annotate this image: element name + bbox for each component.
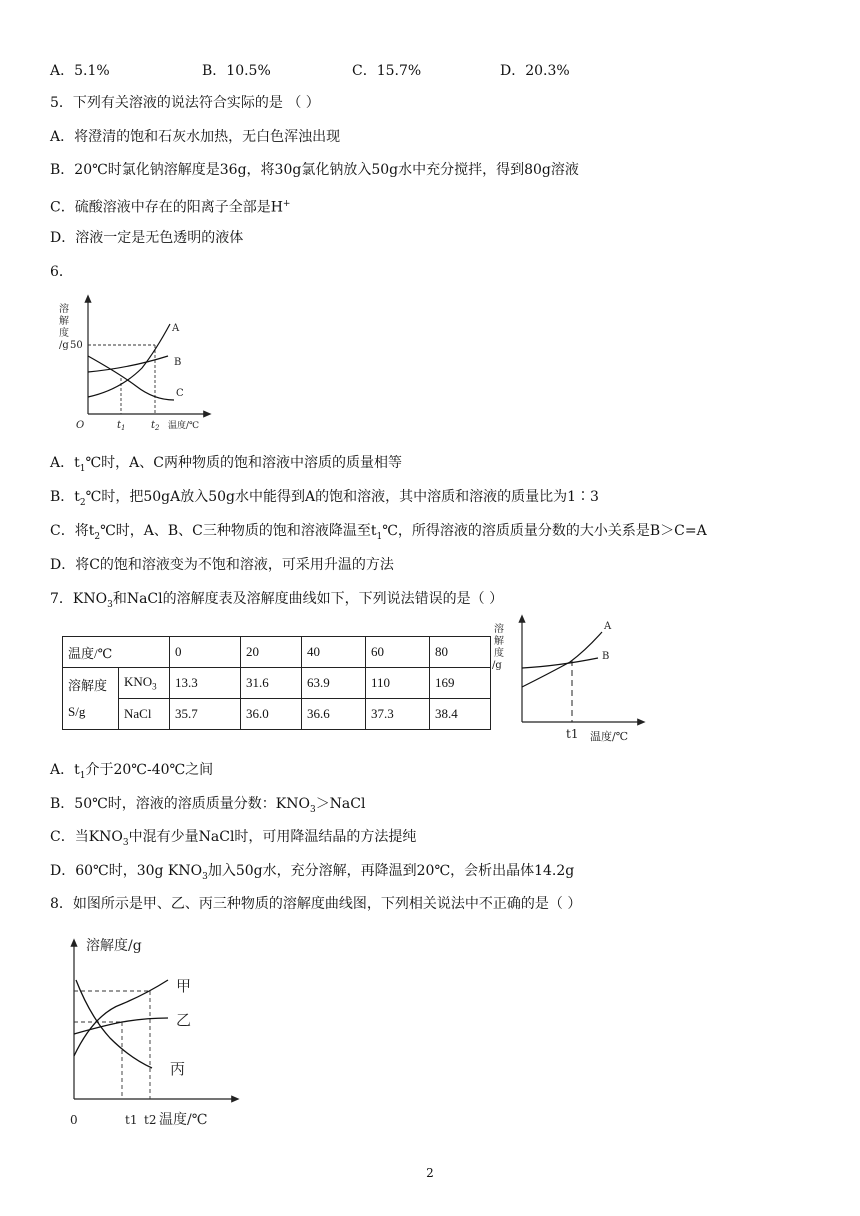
q7-kno3-20: 31.6	[241, 668, 302, 699]
q7-temp-20: 20	[241, 637, 302, 668]
q7-temp-60: 60	[366, 637, 430, 668]
q8-stem: 8．如图所示是甲、乙、丙三种物质的溶解度曲线图，下列相关说法中不正确的是（ ）	[50, 896, 582, 912]
q6-xlabel: 温度/℃	[168, 421, 200, 431]
q5-option-c	[50, 194, 290, 218]
q5-option-c-sup: +	[282, 199, 291, 209]
table-row	[63, 699, 491, 730]
q7-stem: 7．$KNO_3$和NaCl的溶解度表及溶解度曲线如下，下列说法错误的是（ ）	[50, 591, 504, 610]
q6-tick-t2: $t_2$	[151, 420, 160, 432]
q5-option-d: D．溶液一定是无色透明的液体	[50, 230, 244, 246]
q6-curve-label-c: C	[176, 388, 184, 399]
q8-tick-t1: t1	[125, 1113, 138, 1127]
q7-kno3-40: 63.9	[302, 668, 366, 699]
q8-xlabel: 温度/℃	[159, 1112, 208, 1128]
q7-sol-label: 溶解度 S/g	[63, 668, 119, 730]
q6-ylabel-2: 解	[59, 316, 69, 327]
q7-kno3-60: 110	[366, 668, 430, 699]
q6-option-a: A．$t_1℃$时，A、C两种物质的饱和溶液中溶质的质量相等	[50, 455, 402, 474]
q5-option-a: A．将澄清的饱和石灰水加热，无白色浑浊出现	[50, 129, 341, 145]
q6-solubility-graph	[50, 290, 220, 440]
q6-ylabel-3: 度	[59, 328, 69, 339]
q7-curve-label-a: A	[604, 621, 612, 632]
q7-nacl-20: 36.0	[241, 699, 302, 730]
q7-kno3-0: 13.3	[170, 668, 241, 699]
q7-tick-t1: t1	[566, 727, 579, 741]
q7-ylabel-1: 溶	[494, 624, 504, 635]
q7-curve-b	[522, 658, 598, 668]
q7-kno3-80: 169	[430, 668, 491, 699]
q5-option-c-text: C．硫酸溶液中存在的阳离子全部是H	[50, 199, 283, 216]
q5-stem: 5．下列有关溶液的说法符合实际的是 （ ）	[50, 95, 320, 111]
q7-option-d: D．60℃时，30g $KNO_3$加入50g水，充分溶解，再降温到20℃，会析出晶体14.2g	[50, 863, 575, 882]
q4-option-c: C．15.7%	[352, 63, 422, 79]
q8-curve-label-bing: 丙	[170, 1060, 186, 1078]
q8-curve-label-yi: 乙	[176, 1011, 192, 1029]
q6-ylabel-4: /g	[59, 340, 69, 351]
q6-tick-50: 50	[70, 340, 83, 351]
q7-nacl-0: 35.7	[170, 699, 241, 730]
q7-option-c: C．当$KNO_3$中混有少量NaCl时，可用降温结晶的方法提纯	[50, 829, 417, 848]
q6-option-d: D．将C的饱和溶液变为不饱和溶液，可采用升温的方法	[50, 557, 394, 573]
q6-stem: 6．	[50, 264, 73, 280]
q8-solubility-graph	[62, 928, 242, 1128]
table-row	[63, 637, 491, 668]
q6-curve-label-b: B	[174, 357, 182, 368]
q7-curve-label-b: B	[602, 651, 610, 662]
q6-tick-t1: $t_1$	[117, 420, 126, 432]
q7-nacl-40: 36.6	[302, 699, 366, 730]
q7-nacl-label: NaCl	[119, 699, 170, 730]
q8-curve-label-jia: 甲	[176, 977, 192, 995]
q7-ylabel-2: 解	[494, 636, 504, 647]
q6-origin: O	[76, 420, 85, 431]
q6-curve-label-a: A	[172, 323, 180, 334]
q6-curve-a	[88, 324, 170, 397]
page-number: 2	[426, 1166, 434, 1180]
q7-ylabel-3: 度	[494, 648, 504, 659]
q7-temp-label: 温度/℃	[63, 637, 170, 668]
q6-option-b: B．$t_2℃$时，把50gA放入50g水中能得到A的饱和溶液，其中溶质和溶液的质量比为1∶3	[50, 489, 599, 508]
q7-ylabel-4: /g	[492, 660, 502, 671]
q7-temp-0: 0	[170, 637, 241, 668]
q4-option-b: B．10.5%	[202, 63, 271, 79]
q8-ylabel: 溶解度/g	[86, 938, 142, 954]
q7-kno3-label: $KNO_3$	[119, 668, 170, 699]
q7-temp-40: 40	[302, 637, 366, 668]
q7-nacl-80: 38.4	[430, 699, 491, 730]
q6-curve-b	[88, 356, 168, 372]
q5-option-b: B．20℃时氯化钠溶解度是36g，将30g氯化钠放入50g水中充分搅拌，得到80g溶液	[50, 162, 579, 178]
table-row	[63, 668, 491, 699]
q7-nacl-60: 37.3	[366, 699, 430, 730]
q7-xlabel: 温度/℃	[590, 730, 629, 743]
q4-options	[50, 60, 810, 80]
q7-solubility-table	[62, 636, 491, 730]
q4-option-a: A．5.1%	[50, 63, 110, 79]
q8-origin: 0	[70, 1113, 78, 1127]
q7-option-a: A．$t_1$介于20℃-40℃之间	[50, 762, 214, 781]
q7-solubility-graph	[488, 612, 648, 748]
q6-option-c: C．将$t_2℃$时，A、B、C三种物质的饱和溶液降温至$t_1℃$，所得溶液的溶质质量分数的大小关系是B＞C=A	[50, 523, 707, 542]
q7-temp-80: 80	[430, 637, 491, 668]
q7-option-b: B．50℃时，溶液的溶质质量分数：$KNO_3>NaCl$	[50, 796, 366, 815]
q4-option-d: D．20.3%	[500, 63, 570, 79]
q6-ylabel-1: 溶	[59, 304, 69, 315]
q8-tick-t2: t2	[144, 1113, 157, 1127]
